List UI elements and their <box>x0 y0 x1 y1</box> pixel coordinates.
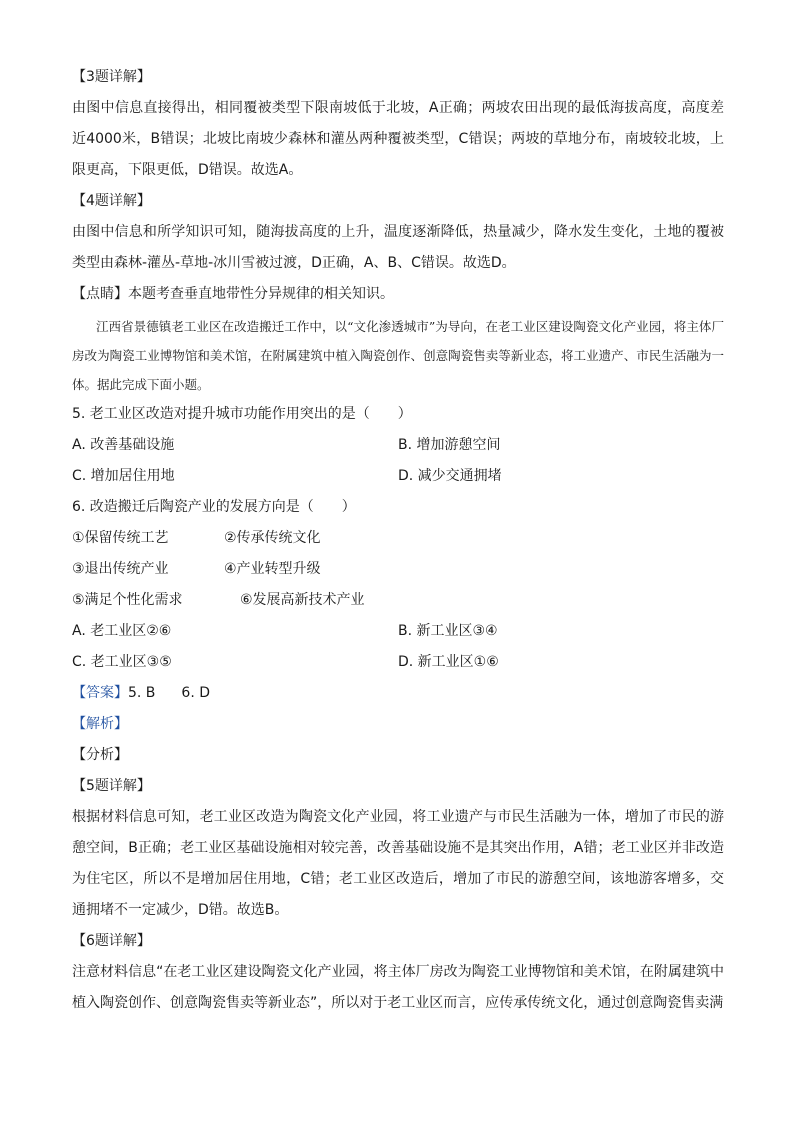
q5-option-c: C. 增加居住用地 <box>72 468 175 484</box>
q6-option-c: C. 老工业区③⑤ <box>72 654 172 670</box>
q6-item-6: ⑥发展高新技术产业 <box>240 592 365 608</box>
q6-item-3: ③退出传统产业 <box>72 561 169 577</box>
q5-option-d: D. 减少交通拥堵 <box>398 468 502 484</box>
analysis-heading: 【解析】 <box>72 716 128 732</box>
dianjing-label: 【点睛】 <box>72 286 128 302</box>
q5-option-b: B. 增加游憩空间 <box>398 437 501 453</box>
document-page <box>72 62 724 1019</box>
answer-5: 5. B <box>128 685 156 701</box>
fenxi-heading: 【分析】 <box>72 747 128 763</box>
q6-option-a: A. 老工业区②⑥ <box>72 623 172 639</box>
q6-items-row-2 <box>72 554 724 585</box>
q6-options-row-2 <box>72 647 724 678</box>
q5-option-a: A. 改善基础设施 <box>72 437 175 453</box>
reading-material: 江西省景德镇老工业区在改造搬迁工作中，以“文化渗透城市”为导向，在老工业区建设陶瓷文化产业园，将主体厂房改为陶瓷工业博物馆和美术馆，在附属建筑中植入陶瓷创作、创意陶瓷售卖等新业态，将工业遗产、市民生活融为一体。据此完成下面小题。 <box>72 319 724 392</box>
answer-label: 【答案】 <box>72 685 128 701</box>
q6-item-1: ①保留传统工艺 <box>72 530 169 546</box>
q5-options-row-2 <box>72 461 724 492</box>
q5-detail-heading: 【5题详解】 <box>72 778 151 794</box>
q6-item-5: ⑤满足个性化需求 <box>72 592 183 608</box>
q6-items-row-3 <box>72 585 724 616</box>
q5-detail-text: 根据材料信息可知，老工业区改造为陶瓷文化产业园，将工业遗产与市民生活融为一体，增加了市民的游憩空间，B正确；老工业区基础设施相对较完善，改善基础设施不是其突出作用，A错；老工业区并非改造为住宅区，所以不是增加居住用地，C错；老工业区改造后，增加了市民的游憩空间，该地游客增多，交通拥堵不一定减少，D错。故选B。 <box>72 809 724 918</box>
q3-detail-heading: 【3题详解】 <box>72 69 151 85</box>
q5-options-row-1 <box>72 430 724 461</box>
q6-items-row-1 <box>72 523 724 554</box>
q6-option-d: D. 新工业区①⑥ <box>398 654 499 670</box>
q6-item-4: ④产业转型升级 <box>224 561 321 577</box>
q6-option-b: B. 新工业区③④ <box>398 623 498 639</box>
q6-stem: 6. 改造搬迁后陶瓷产业的发展方向是（ ） <box>72 499 356 515</box>
answer-6: 6. D <box>181 685 211 701</box>
q6-detail-heading: 【6题详解】 <box>72 933 151 949</box>
dianjing-line <box>72 279 724 310</box>
answer-line <box>72 678 724 709</box>
dianjing-text: 本题考查垂直地带性分异规律的相关知识。 <box>128 286 394 302</box>
q4-detail-text: 由图中信息和所学知识可知，随海拔高度的上升，温度逐渐降低，热量减少，降水发生变化，土地的覆被类型由森林-灌丛-草地-冰川雪被过渡，D正确，A、B、C错误。故选D。 <box>72 224 724 271</box>
q4-detail-heading: 【4题详解】 <box>72 193 151 209</box>
q6-item-2: ②传承传统文化 <box>224 530 321 546</box>
q5-stem: 5. 老工业区改造对提升城市功能作用突出的是（ ） <box>72 406 412 422</box>
q3-detail-text: 由图中信息直接得出，相同覆被类型下限南坡低于北坡，A正确；两坡农田出现的最低海拔高度，高度差近4000米，B错误；北坡比南坡少森林和灌丛两种覆被类型，C错误；两坡的草地分布，南坡较北坡，上限更高，下限更低，D错误。故选A。 <box>72 100 724 178</box>
q6-detail-text: 注意材料信息“在老工业区建设陶瓷文化产业园，将主体厂房改为陶瓷工业博物馆和美术馆，在附属建筑中植入陶瓷创作、创意陶瓷售卖等新业态”，所以对于老工业区而言，应传承传统文化，通过创意陶瓷售卖满 <box>72 964 724 1011</box>
q6-options-row-1 <box>72 616 724 647</box>
